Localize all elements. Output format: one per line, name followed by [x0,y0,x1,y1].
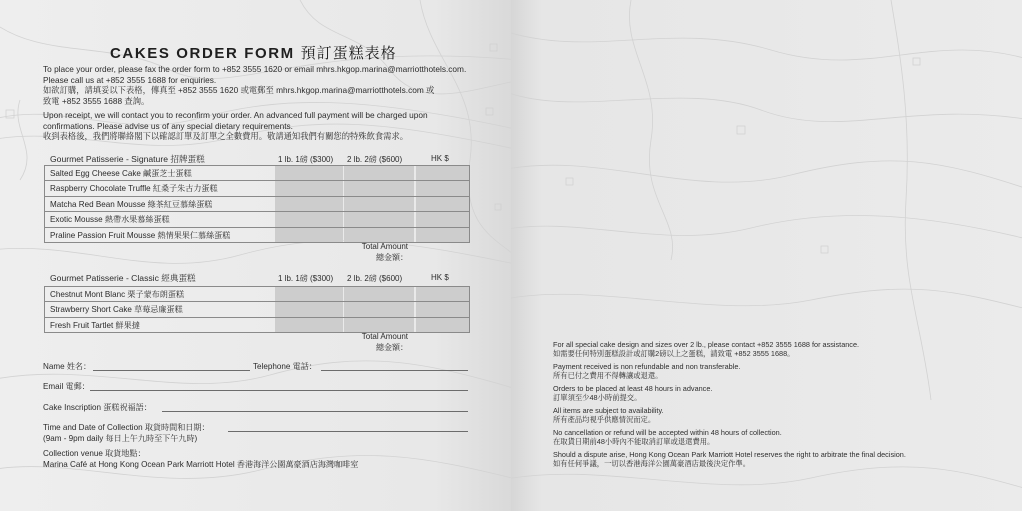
venue-label: Collection venue 取貨地點： [43,449,146,458]
term-dispute [553,450,906,469]
term-en: All items are subject to availability. [553,406,664,415]
qty-2lb-cell[interactable] [344,197,414,211]
signature-row-exotic [45,212,469,227]
email-line[interactable] [90,390,468,391]
term-no-cancellation [553,428,782,447]
qty-2lb-cell[interactable] [344,302,414,316]
intro-cn-2: 致電 +852 3555 1688 查詢。 [43,95,150,106]
confirm-cn-1: 收到表格後，我們將聯絡閣下以確認訂單及訂單之全數費用。敬請通知我們有關您的特殊飲食需求。 [43,131,409,142]
item-name: Matcha Red Bean Mousse 綠茶紅豆慕絲蛋糕 [50,199,213,209]
term-en: For all special cake design and sizes over 2 lb., please contact +852 3555 1688 for assistance. [553,340,860,349]
time-date-line[interactable] [228,431,468,432]
amount-cell[interactable] [416,212,469,226]
signature-total-en: Total Amount [361,242,408,251]
page-title [110,42,397,63]
term-cn: 所有已付之費用不得轉讓或退還。 [553,371,663,381]
classic-col-1lb: 1 lb. 1磅 ($300) [278,274,334,283]
term-en: Should a dispute arise, Hong Kong Ocean Park Marriott Hotel reserves the right to arbitrate the final decision. [553,450,906,459]
term-cn: 在取貨日期前48小時內不能取消訂單或退還費用。 [553,437,715,447]
classic-row-tartlet [45,318,469,332]
qty-2lb-cell[interactable] [344,228,414,242]
amount-cell[interactable] [416,318,469,332]
confirm-text [43,110,428,142]
signature-row-matcha [45,197,469,212]
qty-2lb-cell[interactable] [344,181,414,195]
classic-total [338,332,408,353]
item-name: Raspberry Chocolate Truffle 紅桑子朱古力蛋糕 [50,184,218,194]
qty-1lb-cell[interactable] [275,181,343,195]
qty-2lb-cell[interactable] [344,212,414,226]
time-note: (9am - 9pm daily 每日上午九時至下午九時) [43,434,198,443]
telephone-line[interactable] [321,370,468,371]
intro-en-2: Please call us at +852 3555 1688 for enquiries. [43,74,217,85]
classic-row-chestnut [45,287,469,302]
term-cn: 所有產品均視乎供應情況而定。 [553,415,656,425]
name-line[interactable] [93,370,250,371]
title-en: CAKES ORDER FORM [110,45,295,62]
qty-1lb-cell[interactable] [275,197,343,211]
signature-total [338,242,408,263]
term-non-refundable [553,362,740,381]
qty-1lb-cell[interactable] [275,318,343,332]
signature-col-2lb: 2 lb. 2磅 ($600) [347,155,403,164]
signature-heading: Gourmet Patisserie - Signature 招牌蛋糕 [50,154,205,164]
email-label: Email 電郵： [43,382,90,391]
amount-cell[interactable] [416,181,469,195]
amount-cell[interactable] [416,228,469,242]
qty-1lb-cell[interactable] [275,302,343,316]
qty-1lb-cell[interactable] [275,228,343,242]
classic-total-en: Total Amount [361,332,408,341]
amount-cell[interactable] [416,287,469,301]
amount-cell[interactable] [416,302,469,316]
classic-col-hk: HK $ [431,273,449,282]
term-cn: 如需要任何特別蛋糕設計或訂購2磅以上之蛋糕，請致電 +852 3555 1688。 [553,349,795,359]
amount-cell[interactable] [416,197,469,211]
venue-value: Marina Café at Hong Kong Ocean Park Marriott Hotel 香港海洋公園萬豪酒店海灣咖啡室 [43,460,359,469]
intro-cn-1: 如欲訂購，請填妥以下表格，傳真至 +852 3555 1620 或電郵至 mhrs.hkgop.marina@marriotthotels.com 或 [43,85,435,96]
qty-1lb-cell[interactable] [275,212,343,226]
intro-en-1: To place your order, please fax the order form to +852 3555 1620 or email mhrs.hkgop.marina@marriotthotels.com. [43,64,467,74]
classic-total-cn: 總金額： [376,342,408,352]
inscription-label: Cake Inscription 蛋糕祝福語： [43,403,152,412]
classic-row-strawberry [45,302,469,317]
qty-1lb-cell[interactable] [275,287,343,301]
qty-2lb-cell[interactable] [344,318,414,332]
item-name: Fresh Fruit Tartlet 鮮果撻 [50,320,140,330]
signature-col-hk: HK $ [431,154,449,163]
name-label: Name 姓名： [43,362,92,371]
item-name: Exotic Mousse 熱帶水果慕絲蛋糕 [50,215,170,225]
item-name: Strawberry Short Cake 草莓忌廉蛋糕 [50,305,183,315]
qty-2lb-cell[interactable] [344,287,414,301]
confirm-en-2: confirmations. Please advise us of any special dietary requirements. [43,120,293,131]
term-en: Orders to be placed at least 48 hours in advance. [553,384,713,393]
classic-col-2lb: 2 lb. 2磅 ($600) [347,274,403,283]
term-cn: 如有任何爭議，一切以香港海洋公園萬豪酒店最後決定作準。 [553,459,751,469]
term-availability [553,406,664,425]
confirm-en-1: Upon receipt, we will contact you to reconfirm your order. An advanced full payment will be charged upon [43,110,428,120]
item-name: Chestnut Mont Blanc 栗子蒙布朗蛋糕 [50,290,185,299]
qty-1lb-cell[interactable] [275,166,343,180]
signature-row-praline [45,228,469,242]
intro-text [43,64,466,106]
classic-order-table [44,286,470,333]
signature-order-table [44,165,470,243]
title-cn: 預訂蛋糕表格 [300,45,397,62]
term-en: Payment received is non refundable and non transferable. [553,362,741,371]
amount-cell[interactable] [416,166,469,180]
signature-row-salted-egg [45,166,469,181]
qty-2lb-cell[interactable] [344,166,414,180]
term-cn: 訂單須至少48小時前提交。 [553,393,642,403]
term-en: No cancellation or refund will be accepted within 48 hours of collection. [553,428,782,437]
signature-col-1lb: 1 lb. 1磅 ($300) [278,155,334,164]
item-name: Praline Passion Fruit Mousse 熱情果果仁慕絲蛋糕 [50,230,231,240]
time-date-label: Time and Date of Collection 取貨時間和日期： [43,423,210,432]
signature-row-raspberry [45,181,469,196]
telephone-label: Telephone 電話： [253,362,317,371]
inscription-line[interactable] [162,411,468,412]
item-name: Salted Egg Cheese Cake 鹹蛋芝士蛋糕 [50,169,192,178]
classic-heading: Gourmet Patisserie - Classic 經典蛋糕 [50,273,196,283]
term-48-hours [553,384,712,403]
term-special-design [553,340,859,359]
signature-total-cn: 總金額： [376,252,408,262]
